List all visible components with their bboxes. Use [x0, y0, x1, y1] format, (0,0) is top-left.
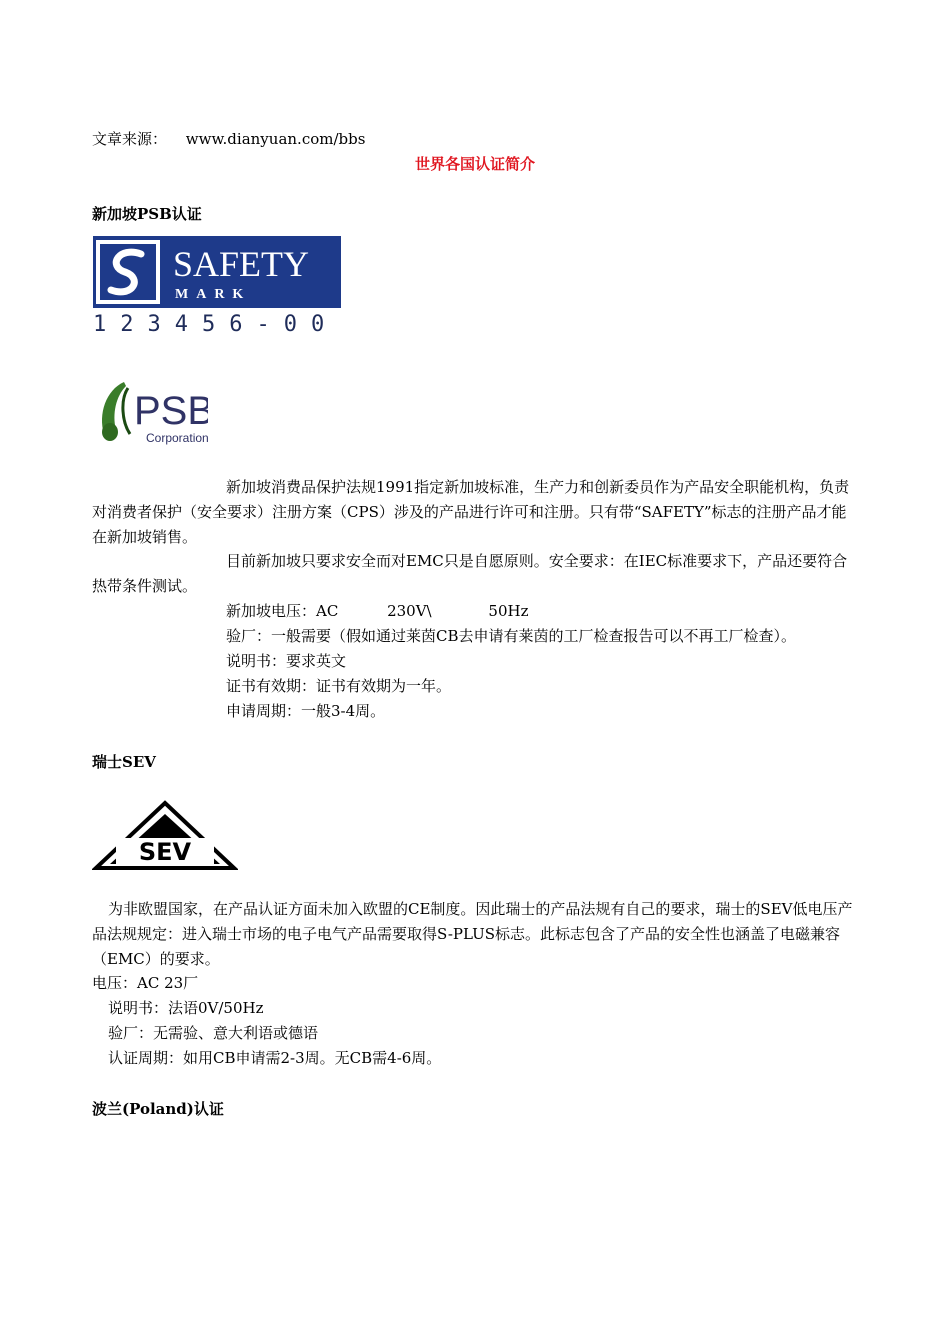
singapore-manual: 说明书：要求英文 — [226, 652, 347, 670]
singapore-para-1: 新加坡消费品保护法规1991指定新加坡标准，生产力和创新委员作为产品安全职能机构，负责对消费者保护（安全要求）注册方案（CPS）涉及的产品进行许可和注册。只有带“SAFETY”标志的注册产品才能在新加坡销售。 — [92, 478, 850, 546]
singapore-heading: 新加坡PSB认证 — [92, 205, 202, 223]
safety-mark-logo — [93, 236, 341, 308]
source-url[interactable]: www.dianyuan.com/bbs — [185, 130, 366, 148]
source-label: 文章来源： — [92, 130, 168, 148]
sev-word: SEV — [138, 838, 192, 866]
mark-word: MARK — [175, 287, 252, 302]
singapore-inspect: 验厂：一般需要（假如通过莱茵CB去申请有莱茵的工厂检查报告可以不再工厂检查）。 — [226, 627, 797, 645]
switzerland-heading: 瑞士SEV — [92, 753, 156, 771]
singapore-period: 申请周期：一般3-4周。 — [226, 702, 386, 720]
singapore-para-2: 目前新加坡只要求安全而对EMC只是自愿原则。安全要求：在IEC标准要求下，产品还要符合热带条件测试。 — [92, 552, 848, 595]
switzerland-voltage: 电压：AC 23厂 — [92, 974, 199, 992]
voltage-value: 230V\ — [387, 602, 432, 620]
psb-corporation-logo — [96, 378, 208, 448]
psb-sub: Corporation — [146, 431, 208, 445]
switzerland-para: 为非欧盟国家，在产品认证方面未加入欧盟的CE制度。因此瑞士的产品法规有自己的要求，瑞士的SEV低电压产品法规规定：进入瑞士市场的电子电气产品需要取得S-PLUS标志。此标志包含了产品的安全性也涵盖了电磁兼容（EMC）的要求。 — [92, 900, 853, 968]
psb-word: PSB — [134, 389, 208, 433]
switzerland-manual: 说明书：法语0V/50Hz — [108, 999, 264, 1017]
poland-heading: 波兰(Poland)认证 — [92, 1100, 224, 1118]
singapore-voltage — [226, 599, 528, 624]
source-line — [92, 128, 365, 149]
safety-word: SAFETY — [173, 244, 310, 284]
switzerland-period: 认证周期：如用CB申请需2-3周。无CB需4-6周。 — [108, 1049, 442, 1067]
singapore-validity: 证书有效期：证书有效期为一年。 — [226, 677, 452, 695]
switzerland-inspect: 验厂：无需验、意大利语或德语 — [108, 1024, 319, 1042]
frequency-value: 50Hz — [488, 602, 529, 620]
sev-logo — [92, 800, 238, 872]
voltage-label: 新加坡电压：AC — [226, 602, 339, 620]
page-title: 世界各国认证简介 — [414, 155, 535, 173]
safety-mark-digits: 123456-00 — [93, 312, 339, 337]
